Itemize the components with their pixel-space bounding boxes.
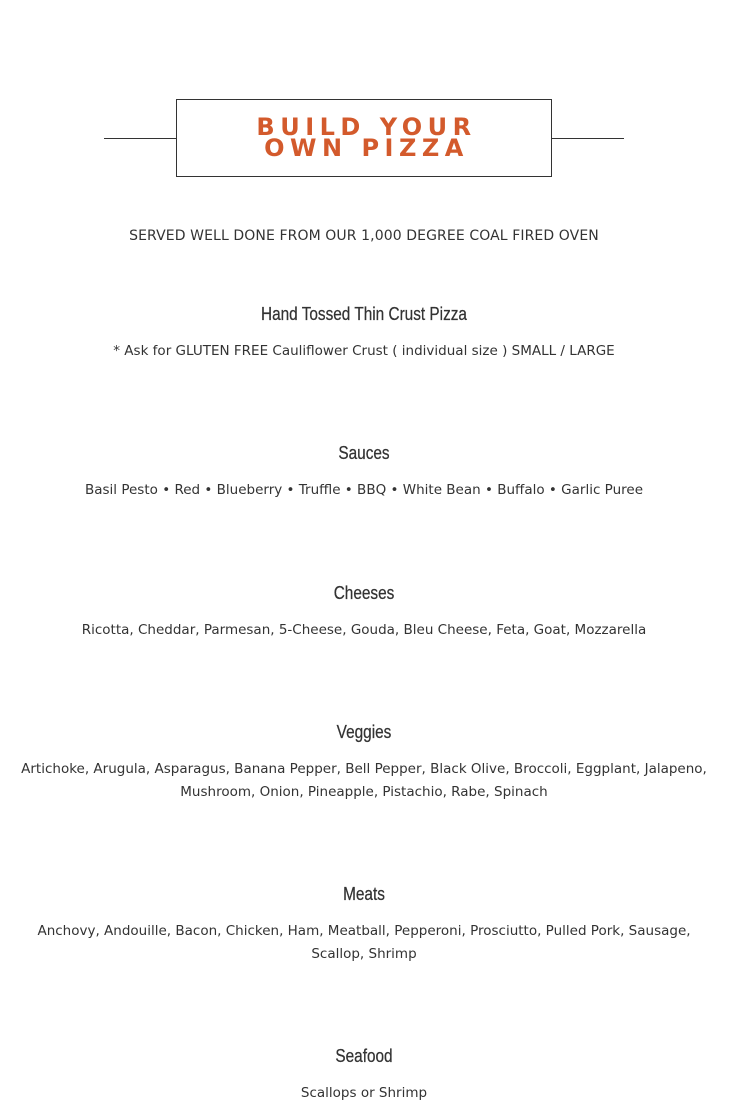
header-rule-left <box>104 138 176 139</box>
section-title: Veggies <box>336 721 392 742</box>
section-title: Meats <box>343 883 385 904</box>
section-body: Anchovy, Andouille, Bacon, Chicken, Ham, Meatball, Pepperoni, Prosciutto, Pulled Pork, Sausage, Scallop, Shrimp <box>37 923 691 962</box>
section-body: Artichoke, Arugula, Asparagus, Banana Pepper, Bell Pepper, Black Olive, Broccoli, Eggplant, Jalapeno, Mushroom, Onion, Pineapple, Pistachio, Rabe, Spinach <box>21 761 707 800</box>
section-sauces <box>0 442 728 502</box>
section-veggies <box>0 721 728 804</box>
section-cheeses <box>0 582 728 642</box>
header-rule-right <box>552 138 624 139</box>
section-seafood <box>0 1045 728 1105</box>
section-body: Ricotta, Cheddar, Parmesan, 5-Cheese, Gouda, Bleu Cheese, Feta, Goat, Mozzarella <box>81 622 647 638</box>
section-body: Basil Pesto • Red • Blueberry • Truffle • BBQ • White Bean • Buffalo • Garlic Puree <box>84 482 644 498</box>
section-title: Seafood <box>335 1045 393 1066</box>
page-subtitle: SERVED WELL DONE FROM OUR 1,000 DEGREE COAL FIRED OVEN <box>129 228 599 244</box>
section-body: Scallops or Shrimp <box>300 1085 428 1101</box>
section-title: Cheeses <box>333 582 395 603</box>
page-title: BUILD YOUR OWN PIZZA <box>256 113 477 162</box>
section-title: Sauces <box>338 442 390 463</box>
section-crust <box>0 303 728 363</box>
section-body: * Ask for GLUTEN FREE Cauliflower Crust ( individual size ) SMALL / LARGE <box>113 343 615 359</box>
title-box <box>176 99 552 177</box>
section-meats <box>0 883 728 966</box>
section-title: Hand Tossed Thin Crust Pizza <box>261 303 467 324</box>
